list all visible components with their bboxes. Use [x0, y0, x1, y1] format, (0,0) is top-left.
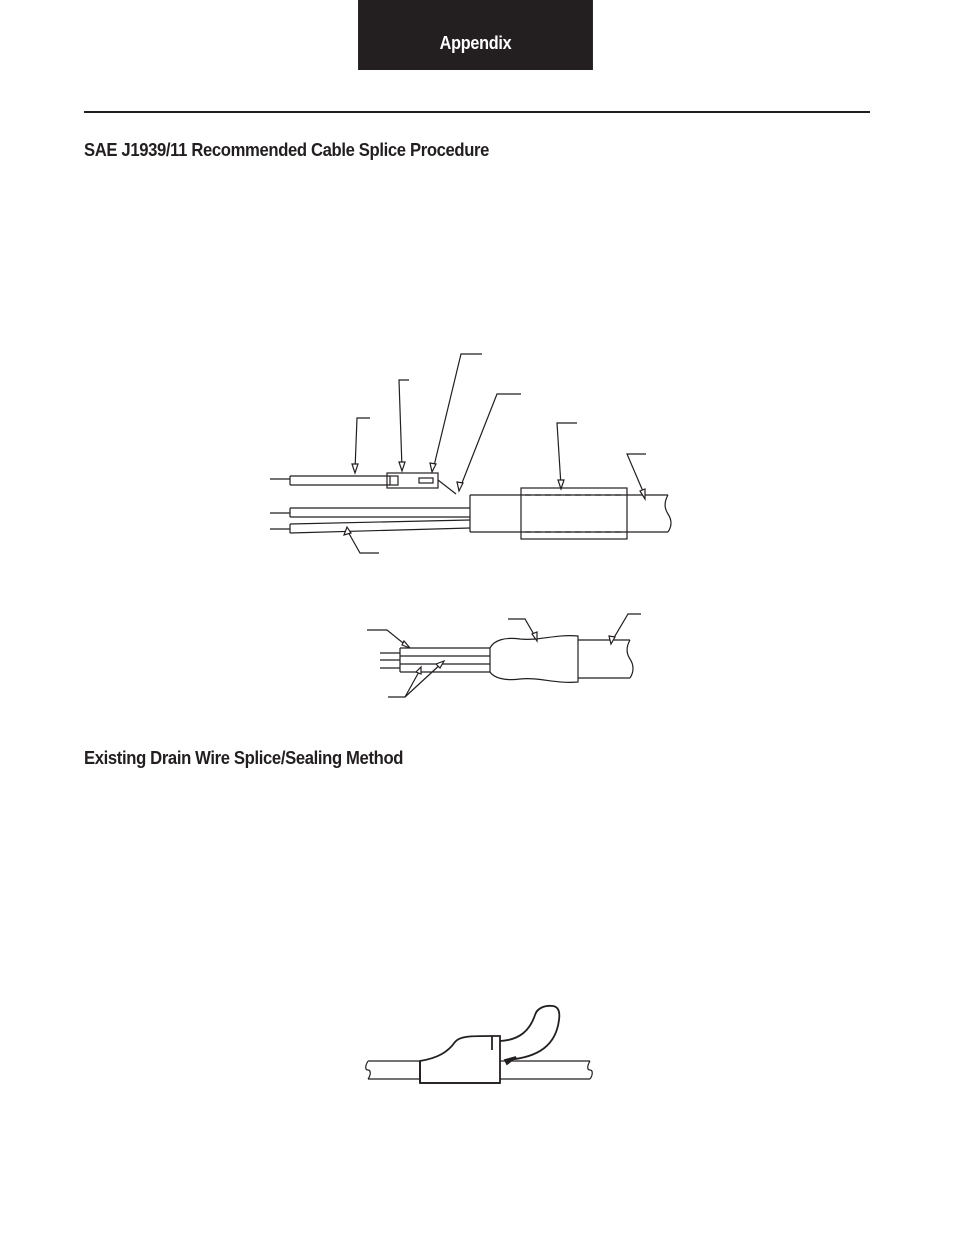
drain-cable-left: [366, 1061, 420, 1079]
drain-splice-sleeve: [420, 1036, 500, 1083]
section-tab-label: Appendix: [439, 32, 512, 53]
drain-cable-right: [500, 1061, 592, 1079]
drain-wire-loop: [492, 1006, 559, 1064]
section-title-cable-splice: SAE J1939/11 Recommended Cable Splice Procedure: [84, 139, 490, 160]
section-title-drain-wire: Existing Drain Wire Splice/Sealing Method: [84, 747, 404, 768]
